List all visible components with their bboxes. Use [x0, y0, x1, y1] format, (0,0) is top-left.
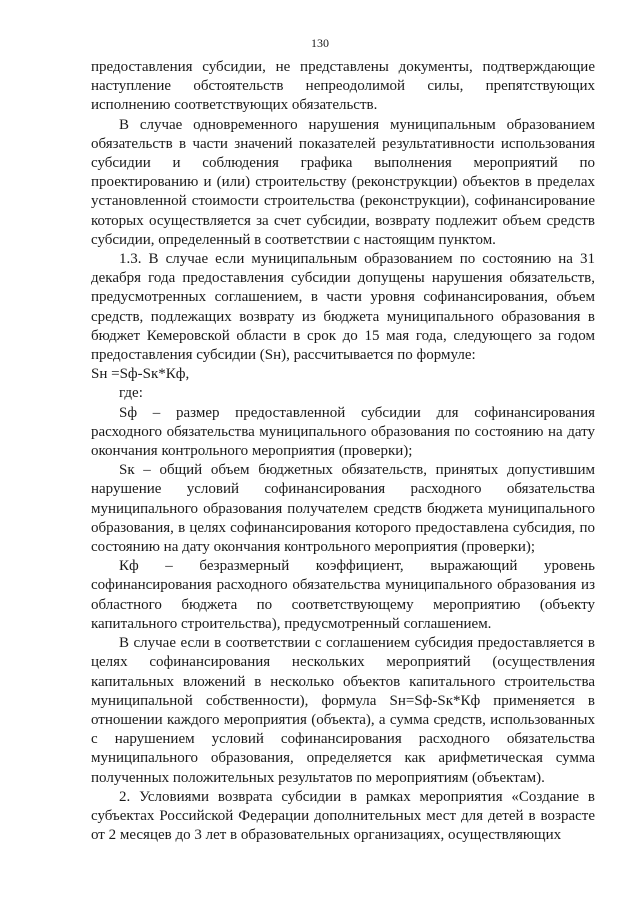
paragraph-multiple-activities: В случае если в соответствии с соглашением субсидия предоставляется в целях софинансирования нескольких мероприятий (осуществления капитальных вложений в несколько объектов капитального строительства муниципальной собственности), формула Sн=Sф-Sк*Кф применяется в отношении каждого мероприятия (объекта), а сумма средств, использованных с нарушением условий софинансирования расходного обязательства муниципального образования, определяется как арифметическая сумма полученных положительных результатов по мероприятиям (объектам).: [91, 635, 595, 786]
definition-kf: Кф – безразмерный коэффициент, выражающий уровень софинансирования расходного обязательства муниципального образования из областного бюджета по соответствующему мероприятию (объекту капитального строительства), предусмотренный соглашением.: [91, 558, 595, 632]
paragraph-2: 2. Условиями возврата субсидии в рамках мероприятия «Создание в субъектах Российской Федерации дополнительных мест для детей в возрасте от 2 месяцев до 3 лет в образовательных организациях, осуществляющих: [91, 788, 595, 844]
paragraph-simultaneous-violation: В случае одновременного нарушения муниципальным образованием обязательств в части значений показателей результативности использования субсидии и соблюдения графика выполнения мероприятий по проектированию и (или) строительству (реконструкции) объектов в пределах установленной стоимости строительства (реконструкции), софинансирование которых осуществляется за счет субсидии, возврату подлежит объем средств субсидии, определенный в соответствии с настоящим пунктом.: [91, 116, 595, 248]
page-number: 130: [311, 36, 329, 50]
definition-sk: Sк – общий объем бюджетных обязательств, принятых допустившим нарушение условий софинансирования расходного обязательства муниципального образования получателем средств бюджета муниципального образования, в целях софинансирования которого предоставлена субсидия, по состоянию на дату окончания контрольного мероприятия (проверки);: [91, 462, 595, 556]
definition-sf: Sф – размер предоставленной субсидии для софинансирования расходного обязательства муниципального образования по состоянию на дату окончания контрольного мероприятия (проверки);: [91, 404, 595, 460]
formula: Sн =Sф-Sк*Кф,: [91, 366, 190, 383]
document-body: [91, 58, 595, 845]
paragraph-1-3: 1.3. В случае если муниципальным образованием по состоянию на 31 декабря года предоставления субсидии допущены нарушения обязательств, предусмотренных соглашением, в части уровня софинансирования, объем средств, подлежащих возврату из бюджета муниципального образования в бюджет Кемеровской области в срок до 15 мая года, следующего за годом предоставления субсидии (Sн), рассчитывается по формуле:: [91, 251, 595, 364]
paragraph-continuation: предоставления субсидии, не представлены документы, подтверждающие наступление обстоятельств непреодолимой силы, препятствующих исполнению соответствующих обязательств.: [91, 59, 595, 114]
where-label: где:: [119, 385, 143, 402]
